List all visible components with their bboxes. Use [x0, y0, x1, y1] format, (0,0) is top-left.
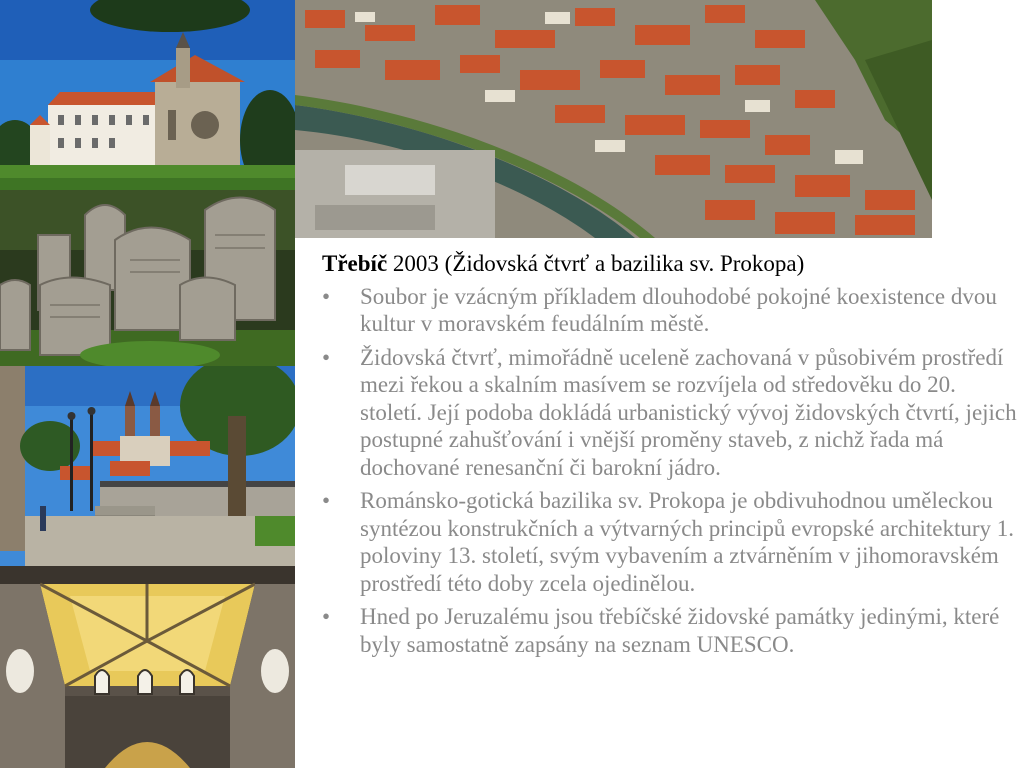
aerial-town-photo: [295, 0, 932, 238]
jewish-cemetery-photo: [0, 190, 295, 366]
bullet-item: [322, 283, 1017, 338]
bullet-text: Románsko-gotická bazilika sv. Prokopa je obdivuhodnou uměleckou syntézou konstrukčních a výtvarných principů evropské architektury 1. poloviny 13. století, svým vybavením a ztvárněním v jihomoravském prostředí této doby zcela ojedinělou.: [360, 488, 1015, 596]
bullet-glyph: •: [322, 488, 331, 513]
bullet-text: Soubor je vzácným příkladem dlouhodobé pokojné koexistence dvou kultur v moravském feudálním městě.: [360, 283, 997, 336]
bullet-glyph: •: [322, 344, 331, 370]
slide-heading: [322, 250, 1017, 278]
street-bridge-photo: [0, 366, 295, 566]
bullet-item: [322, 344, 1017, 482]
bullet-glyph: •: [322, 283, 331, 309]
basilica-vault-photo: [0, 566, 295, 768]
castle-basilica-photo: [0, 0, 295, 190]
bullet-list: [322, 283, 1017, 659]
heading-detail: 2003 (Židovská čtvrť a bazilika sv. Prokopa): [387, 251, 805, 276]
bullet-text: Židovská čtvrť, mimořádně uceleně zachovaná v působivém prostředí mezi řekou a skalním masívem se rozvíjela od středověku do 20. století. Její podoba dokládá urbanistický vývoj židovských čtvrtí, jejich postupné zahušťování i vnější proměny staveb, z nichž řada má dochované renesanční či barokní jádro.: [360, 344, 1017, 480]
bullet-text: Hned po Jeruzalému jsou třebíčské židovské památky jedinými, které byly samostatně zapsány na seznam UNESCO.: [360, 604, 1000, 657]
bullet-item: [322, 603, 1017, 658]
bullet-item: [322, 487, 1017, 597]
bullet-glyph: •: [322, 604, 331, 629]
slide-text-block: [322, 250, 1017, 664]
heading-place: Třebíč: [322, 251, 388, 276]
